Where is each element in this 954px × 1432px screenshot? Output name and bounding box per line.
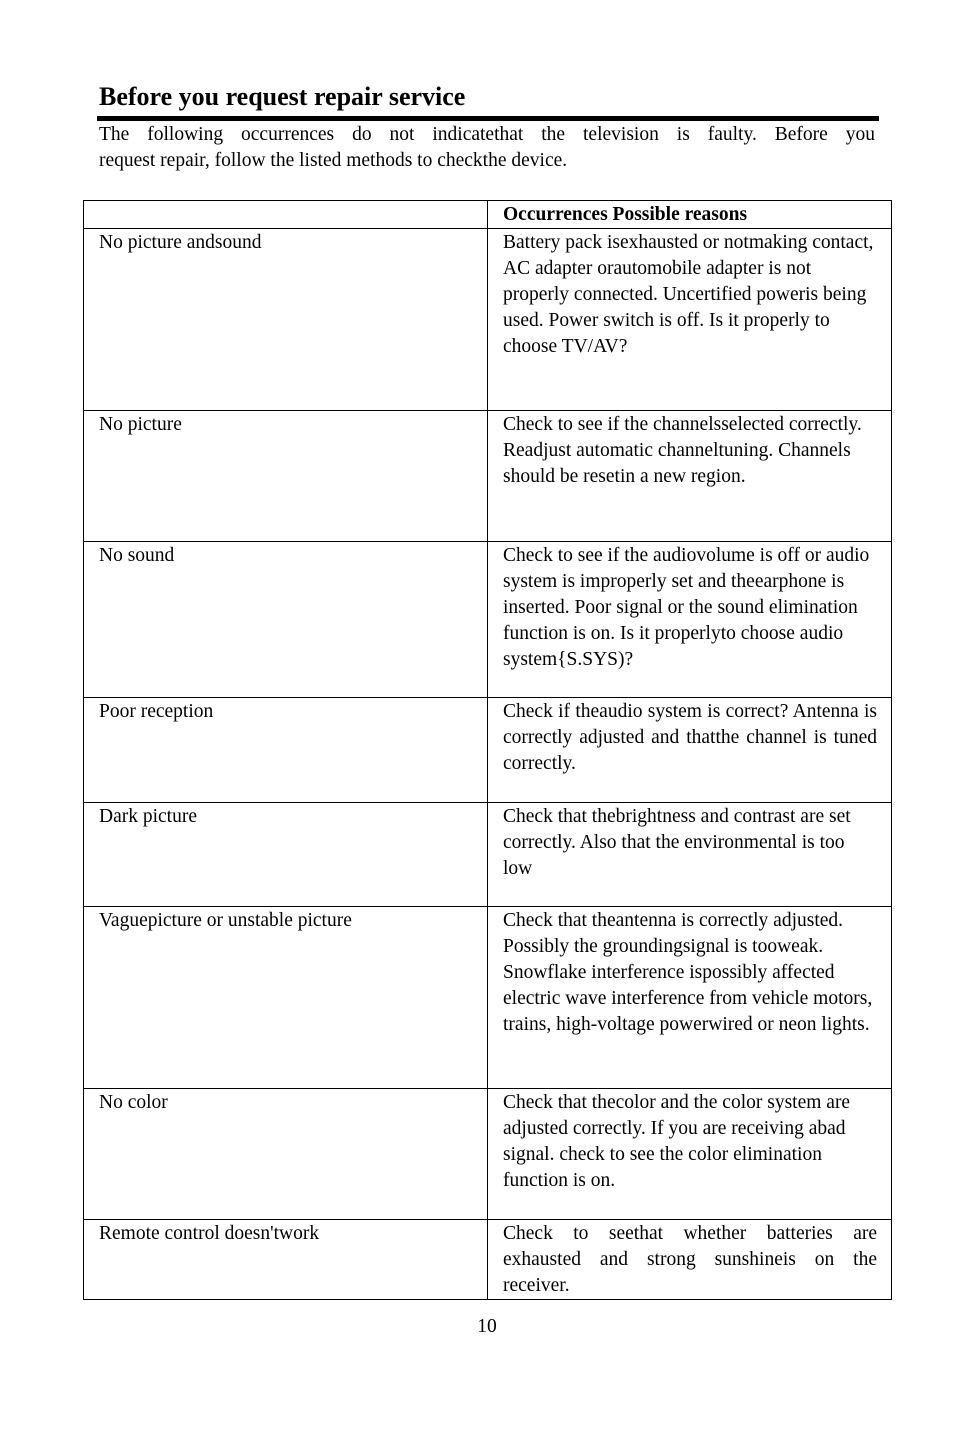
table-row (84, 907, 892, 1089)
reason-cell (488, 411, 892, 542)
intro-line-2: request repair, follow the listed methods to checkthe device. (99, 150, 568, 171)
intro-line-1: The following occurrences do not indicatethat the television is faulty. Before you (99, 124, 875, 145)
page-title: Before you request repair service (99, 82, 466, 111)
reason-text: Check to seethat whether batteries are exhausted and strong sunshineis on the receiver. (503, 1223, 877, 1296)
reason-cell (488, 803, 892, 907)
table-row (84, 411, 892, 542)
reason-text: Battery pack isexhausted or notmaking contact, AC adapter orautomobile adapter is not properly connected. Uncertified poweris being used. Power switch is off. Is it properly to choose TV/AV? (503, 232, 874, 357)
intro-paragraph (99, 122, 875, 174)
table-row (84, 542, 892, 698)
table-row (84, 803, 892, 907)
table-row (84, 1220, 892, 1300)
reason-text: Check that thecolor and the color system are adjusted correctly. If you are receiving abad signal. check to see the color elimination function is on. (503, 1092, 851, 1191)
occurrence-cell: No sound (84, 542, 488, 698)
occurrence-cell: Poor reception (84, 698, 488, 803)
reason-text: Check that thebrightness and contrast are set correctly. Also that the environmental is too low (503, 806, 851, 879)
page-number: 10 (477, 1316, 497, 1337)
table-row (84, 698, 892, 803)
header-cell-left (84, 201, 488, 229)
title-rule (97, 116, 879, 121)
reason-cell (488, 1089, 892, 1220)
occurrence-cell: No color (84, 1089, 488, 1220)
occurrence-cell: Remote control doesn'twork (84, 1220, 488, 1300)
reason-text: Check if theaudio system is correct? Antenna is correctly adjusted and thatthe channel is tuned correctly. (503, 701, 877, 774)
table-row (84, 229, 892, 411)
reason-cell (488, 542, 892, 698)
reason-cell (488, 907, 892, 1089)
table-row (84, 1089, 892, 1220)
header-cell-right: Occurrences Possible reasons (488, 201, 892, 229)
reason-cell (488, 1220, 892, 1300)
table-header-row (84, 201, 892, 229)
reason-cell (488, 698, 892, 803)
reason-text: Check that theantenna is correctly adjusted. Possibly the groundingsignal is tooweak. Snowflake interference ispossibly affected electric wave interference from vehicle motors, trains, high-voltage powerwired or neon lights. (503, 910, 873, 1035)
occurrence-cell: No picture andsound (84, 229, 488, 411)
reason-text: Check to see if the channelsselected correctly. Readjust automatic channeltuning. Channels should be resetin a new region. (503, 414, 862, 487)
occurrence-cell: Dark picture (84, 803, 488, 907)
occurrence-cell: No picture (84, 411, 488, 542)
reason-cell (488, 229, 892, 411)
reason-text: Check to see if the audiovolume is off or audio system is improperly set and theearphone is inserted. Poor signal or the sound elimination function is on. Is it properlyto choose audio system{S.SYS)? (503, 545, 870, 670)
occurrence-cell: Vaguepicture or unstable picture (84, 907, 488, 1089)
troubleshooting-table (83, 200, 892, 1300)
